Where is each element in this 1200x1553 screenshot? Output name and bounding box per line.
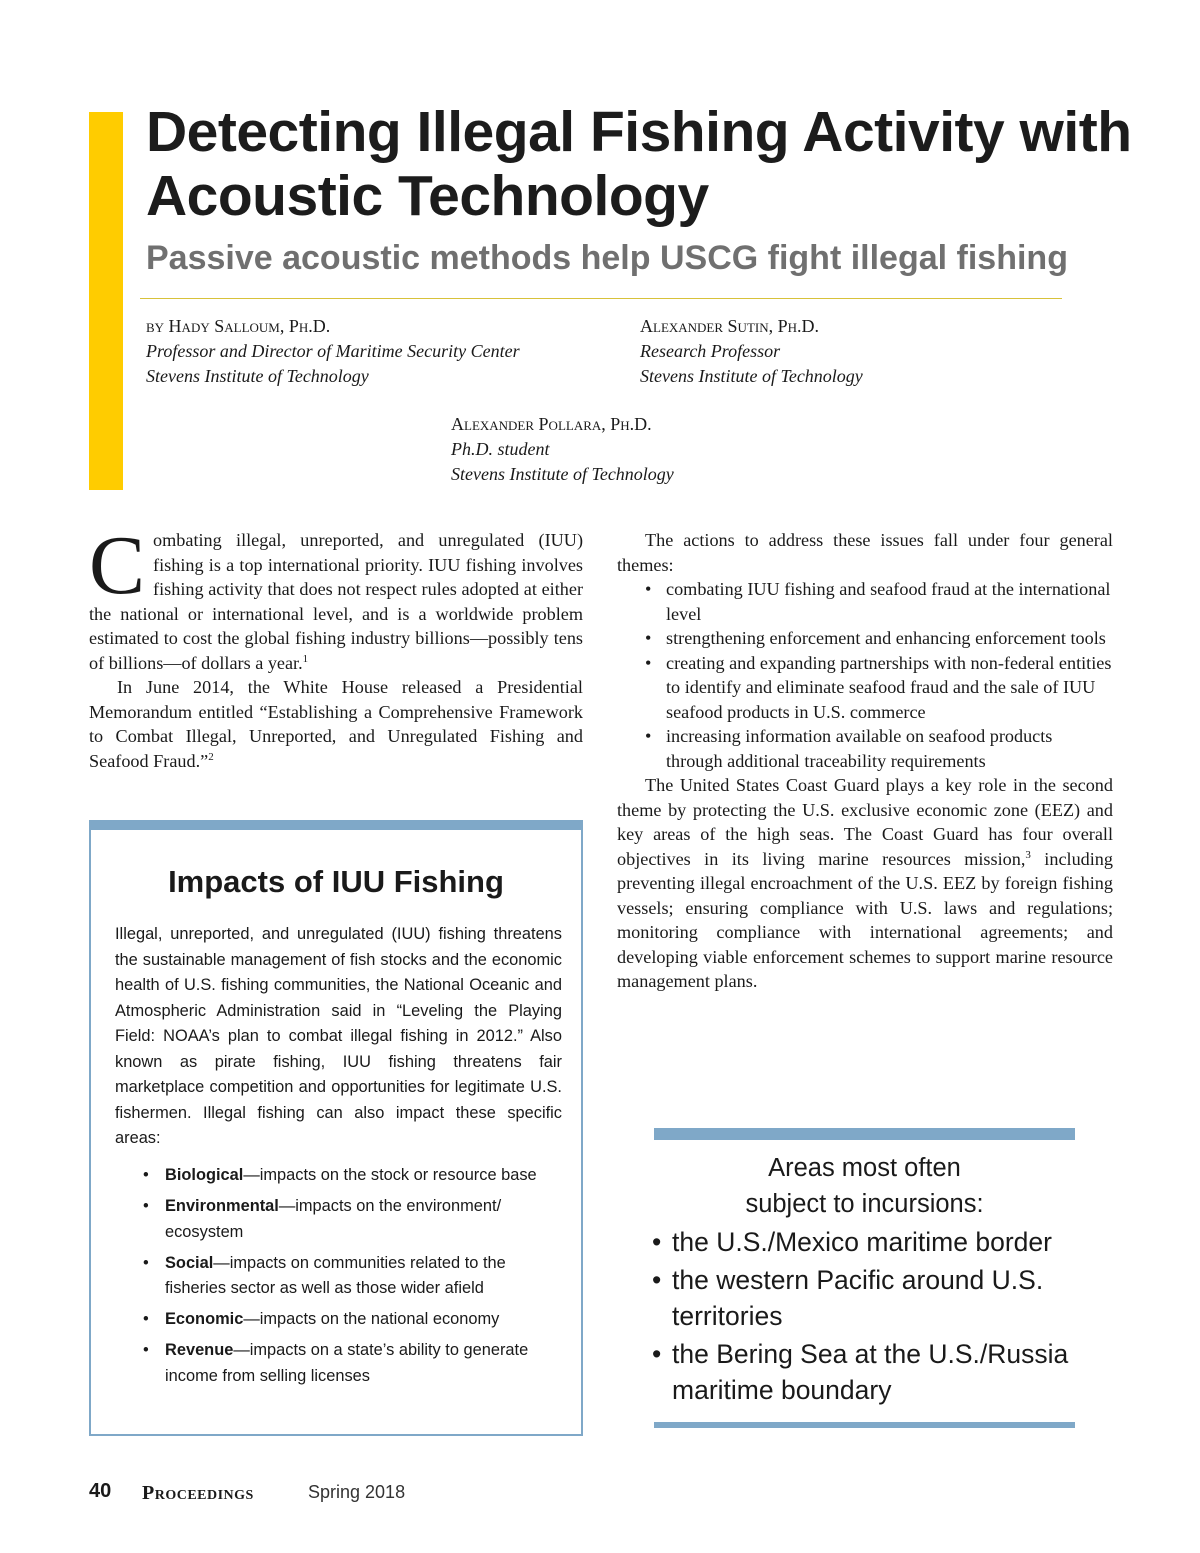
- body-column-right: [617, 528, 1113, 994]
- list-item: • creating and expanding partnerships with non-federal entities to identify and eliminate seafood fraud and the sale of IUU seafood products in U.S. commerce: [641, 651, 1113, 725]
- areas-title-line: Areas most often: [768, 1154, 961, 1182]
- impacts-list: [141, 1163, 551, 1395]
- sidebar-body: Illegal, unreported, and unregulated (IUU) fishing threatens the sustainable management of fish stocks and the economic health of U.S. fishing communities, the National Oceanic and Atmospheric Administration said in “Leveling the Playing Field: NOAA’s plan to combat illegal fishing in 2012.” Also known as pirate fishing, IUU fishing threatens fair marketplace competition and opportunities for legitimate U.S. fishermen. Illegal fishing can also impact these specific areas:: [115, 925, 562, 1147]
- impact-desc: —impacts on communities related to the fisheries sector as well as those wider afield: [165, 1253, 506, 1297]
- list-item: • increasing information available on seafood products through additional traceability requirements: [641, 724, 1113, 773]
- publication-name: Proceedings: [142, 1482, 254, 1504]
- page-number: 40: [89, 1480, 112, 1502]
- title-divider: [140, 298, 1062, 299]
- footnote-ref: 2: [208, 750, 214, 763]
- article-title: Detecting Illegal Fishing Activity with Acoustic Technology: [146, 100, 1132, 228]
- impact-desc: —impacts on the environment/ ecosystem: [165, 1197, 502, 1241]
- body-paragraph: [617, 773, 1113, 994]
- list-item: [141, 1194, 551, 1245]
- article-subtitle: Passive acoustic methods help USCG fight illegal fishing: [146, 239, 1068, 277]
- author-block-2: [640, 314, 863, 389]
- list-item: • the Bering Sea at the U.S./Russia maritime boundary: [650, 1336, 1080, 1408]
- author-role: Professor and Director of Maritime Security Center: [146, 341, 520, 361]
- impact-term: Biological: [165, 1166, 244, 1184]
- footnote-ref: 3: [1025, 848, 1031, 861]
- footnote-ref: 1: [302, 652, 309, 665]
- author-role: Research Professor: [640, 341, 781, 361]
- paragraph-text: including preventing illegal encroachment of the U.S. EEZ by foreign fishing vessels; ensuring compliance with U.S. laws and regulations; monitoring compliance with international agreements; and developing viable enforcement schemes to support marine resource management plans.: [617, 848, 1113, 991]
- author-institution: Stevens Institute of Technology: [640, 366, 863, 386]
- list-item: • strengthening enforcement and enhancing enforcement tools: [641, 626, 1113, 651]
- body-paragraph: The actions to address these issues fall under four general themes:: [617, 530, 1113, 575]
- areas-bottom-rule: [654, 1422, 1075, 1428]
- author-block-3: [451, 412, 674, 487]
- list-item: • combating IUU fishing and seafood fraud at the international level: [641, 577, 1113, 626]
- author-name: Alexander Pollara, Ph.D.: [451, 414, 652, 434]
- sidebar-title: Impacts of IUU Fishing: [168, 864, 504, 899]
- paragraph-text: The United States Coast Guard plays a key role in the second theme by protecting the U.S. exclusive economic zone (EEZ) and key areas of the high seas. The Coast Guard has four overall objectives in its living marine resources mission,: [617, 775, 1113, 869]
- author-institution: Stevens Institute of Technology: [146, 366, 369, 386]
- issue-label: Spring 2018: [308, 1482, 406, 1502]
- impacts-sidebar-box: [89, 820, 583, 1436]
- impact-desc: —impacts on the stock or resource base: [243, 1166, 537, 1184]
- impact-term: Environmental: [165, 1197, 279, 1215]
- list-item: • the U.S./Mexico maritime border: [650, 1224, 1080, 1260]
- areas-top-rule: [654, 1128, 1075, 1140]
- themes-list: [617, 577, 1113, 773]
- author-institution: Stevens Institute of Technology: [451, 464, 674, 484]
- body-paragraph: [89, 519, 583, 675]
- list-item: [141, 1163, 551, 1189]
- body-paragraph: [89, 675, 583, 773]
- paragraph-text: In June 2014, the White House released a Presidential Memorandum entitled “Establishing a Comprehensive Framework to Combat Illegal, Unreported, and Unregulated Fishing and Seafood Fraud.”: [89, 677, 583, 771]
- drop-cap: C: [89, 519, 146, 612]
- impact-desc: —impacts on the national economy: [243, 1310, 500, 1328]
- impact-term: Social: [165, 1253, 214, 1272]
- author-role: Ph.D. student: [451, 439, 550, 459]
- author-name: Alexander Sutin, Ph.D.: [640, 316, 820, 336]
- accent-bar: [89, 112, 123, 490]
- list-item: • the western Pacific around U.S. territories: [650, 1262, 1080, 1334]
- list-item: [141, 1338, 551, 1389]
- list-item: [141, 1251, 551, 1302]
- impact-term: Revenue: [165, 1341, 234, 1359]
- body-column-left: [89, 519, 583, 773]
- areas-title-line: subject to incursions:: [745, 1190, 984, 1218]
- areas-callout-title: [654, 1150, 1075, 1222]
- areas-list: [650, 1224, 1080, 1410]
- author-name: by Hady Salloum, Ph.D.: [146, 316, 331, 336]
- impact-desc: —impacts on a state’s ability to generate income from selling licenses: [165, 1341, 529, 1385]
- author-block-1: [146, 314, 520, 389]
- list-item: [141, 1307, 551, 1333]
- paragraph-text: ombating illegal, unreported, and unregulated (IUU) fishing is a top international priority. IUU fishing involves fishing activity that does not respect rules adopted at either the national or international level, and is a worldwide problem estimated to cost the global fishing industry billions—possibly tens of billions—of dollars a year.: [89, 530, 583, 673]
- impact-term: Economic: [165, 1310, 244, 1328]
